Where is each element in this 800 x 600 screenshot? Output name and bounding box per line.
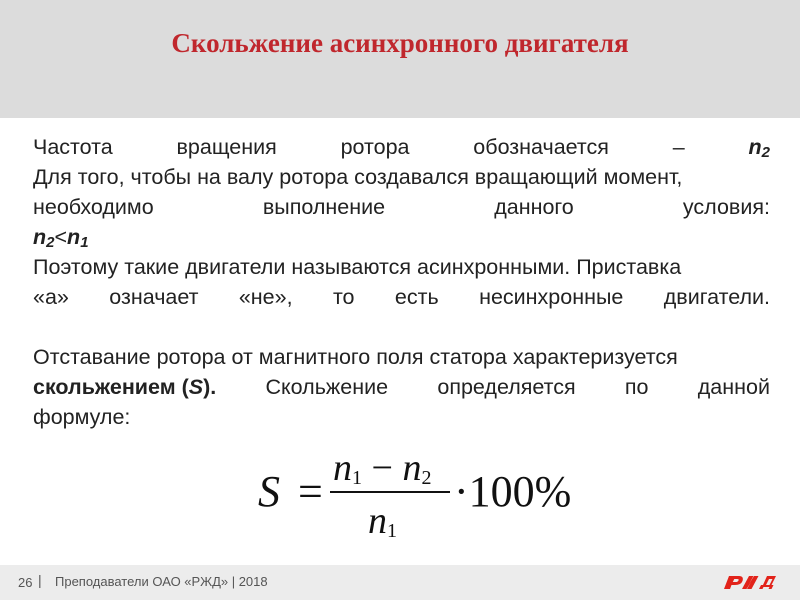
formula-denominator: $n_1$ [368, 500, 397, 542]
word: обозначается [473, 135, 609, 159]
slide-body [33, 132, 770, 432]
body-line-6 [33, 282, 770, 312]
condition-line: $n_2<n_1$ [33, 225, 89, 251]
word: Частота [33, 135, 113, 159]
slip-term: скольжением (S). [33, 375, 217, 399]
formula-numerator: $n_1 - n_2$ [333, 447, 432, 489]
slide-title: Скольжение асинхронного двигателя [171, 28, 629, 58]
word: «не», [238, 285, 293, 309]
body-line-5: Поэтому такие двигатели называются асинхронными. Приставка [33, 255, 682, 279]
word: ротора [340, 135, 410, 159]
footer-text: Преподаватели ОАО «РЖД» | 2018 [55, 574, 268, 589]
word: выполнение [262, 195, 386, 219]
word: вращения [176, 135, 277, 159]
formula-lhs: S [258, 467, 280, 516]
formula-equals: = [298, 467, 323, 516]
word: Скольжение [265, 375, 389, 399]
word: определяется [437, 375, 576, 399]
word: – [672, 135, 685, 159]
slip-formula [258, 447, 578, 557]
body-line-9: формуле: [33, 405, 131, 429]
word: данного [494, 195, 574, 219]
body-line-7: Отставание ротора от магнитного поля статора характеризуется [33, 345, 678, 369]
fraction-bar [330, 491, 450, 493]
word: условия: [682, 195, 770, 219]
paragraph-gap [33, 312, 770, 342]
page-number: 26 [18, 575, 33, 590]
word: есть [394, 285, 439, 309]
word: данной [697, 375, 770, 399]
rotor-speed-symbol: $n_2$ [748, 135, 770, 161]
word: необходимо [33, 195, 154, 219]
body-line-8 [33, 372, 770, 402]
word: по [624, 375, 649, 399]
body-line-3 [33, 192, 770, 222]
body-line-1 [33, 132, 770, 162]
header-band [0, 0, 800, 118]
word: несинхронные [479, 285, 624, 309]
formula-multiplier: ·100% [454, 467, 572, 516]
word: двигатели. [663, 285, 770, 309]
word: «а» [33, 285, 69, 309]
rzd-logo-icon [722, 573, 778, 591]
word: то [332, 285, 355, 309]
body-line-2: Для того, чтобы на валу ротора создавался вращающий момент, [33, 165, 683, 189]
footer-separator: | [38, 572, 42, 588]
word: означает [109, 285, 199, 309]
